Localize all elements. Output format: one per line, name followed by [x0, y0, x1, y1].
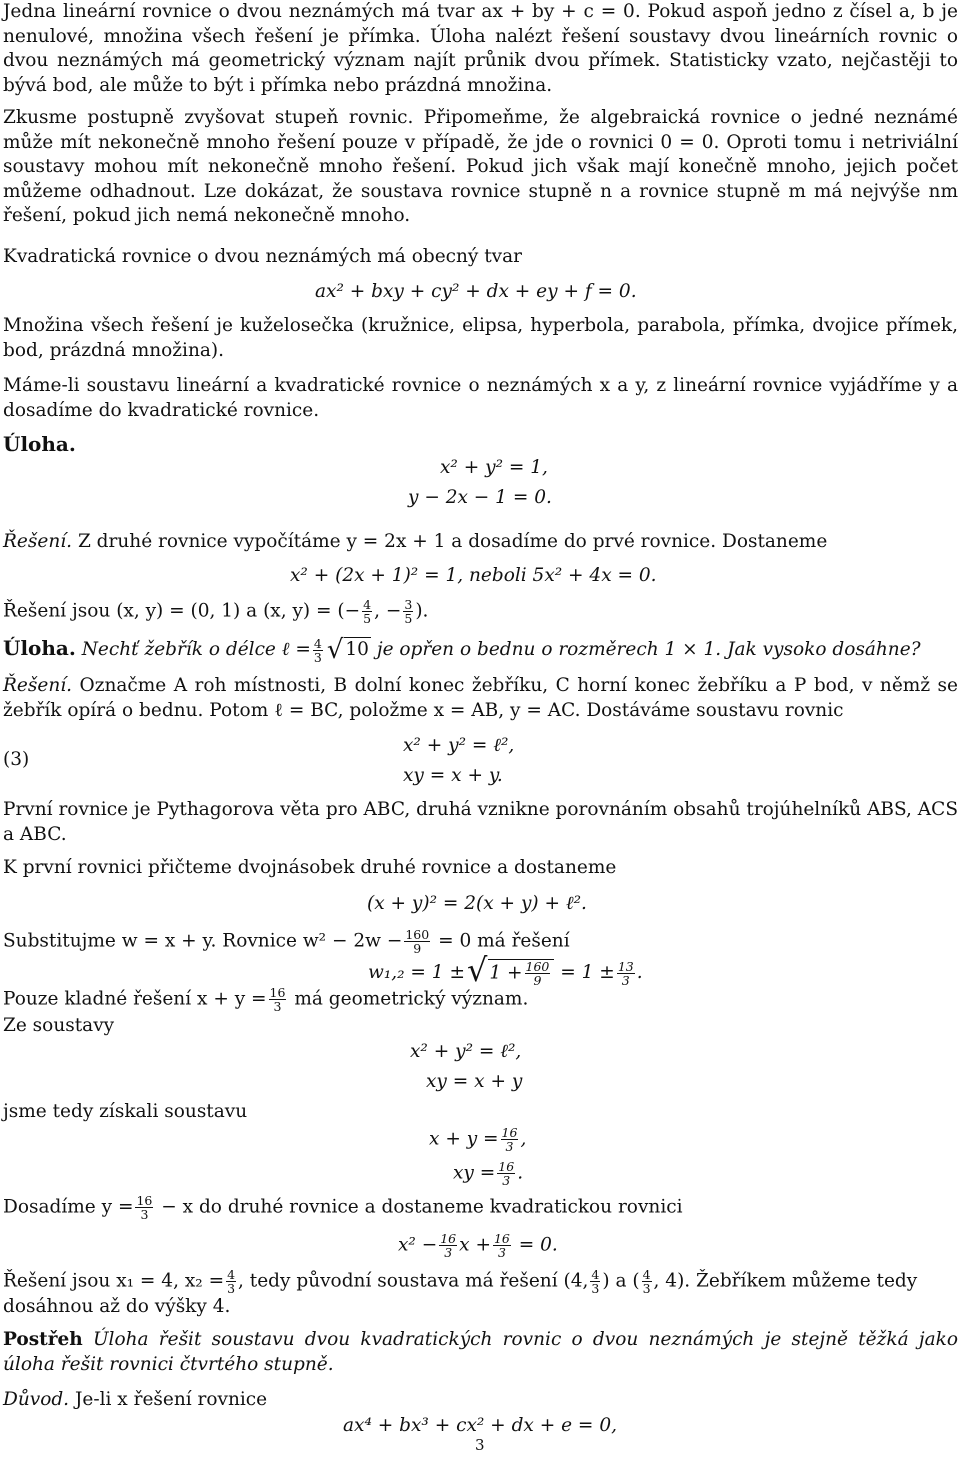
task-2-label: Úloha.: [3, 636, 76, 660]
paragraph-linear-equation: Jedna lineární rovnice o dvou neznámých má tvar ax + by + c = 0. Pokud aspoň jedno z čísel a, b je nenulové, množina všech řešení je přímka. Úloha nalézt řešení soustavy dvou lineárních rovnic o dvou neznámých má geometrický význam najít průnik dvou přímek. Statisticky vzato, nejčastěji to bývá bod, ale může to být i přímka nebo prázdná množina.: [3, 1, 958, 96]
paragraph-quadratic-intro: Kvadratická rovnice o dvou neznámých má obecný tvar: [3, 246, 523, 267]
task-2-text: je opřen o bednu o rozměrech 1 × 1. Jak vysoko dosáhne?: [376, 639, 921, 660]
paragraph-result: Řešení jsou x₁ = 4, x₂ = $\frac{4}{3}$ , tedy původní soustava má řešení (4, $\frac{4}{3}$ ) a ( $\frac{4}{3}$ , 4). Žebříkem můžeme tedy dosáhnou až do výšky 4.: [3, 1267, 918, 1317]
result-text: Řešení jsou (x, y) = (0, 1) a (x, y) = (−: [3, 600, 361, 622]
system-equation-1: x² + y² = ℓ²,: [403, 735, 515, 756]
paragraph-pythagoras: První rovnice je Pythagorova věta pro ABC, druhá vznikne porovnáním obsahů trojúhelníků ABS, ACS a ABC.: [3, 799, 958, 845]
task-1-equation-1: x² + y² = 1,: [440, 457, 548, 478]
fraction: $\frac{16}{3}$: [269, 985, 286, 1014]
paragraph-add: K první rovnici přičteme dvojnásobek druhé rovnice a dostaneme: [3, 857, 617, 878]
text: = 0 má řešení: [438, 930, 570, 952]
text: Pouze kladné řešení x + y =: [3, 988, 267, 1010]
page-number: 3: [475, 1436, 485, 1454]
equation-number: (3): [3, 749, 30, 770]
paragraph-got-system: jsme tedy získali soustavu: [3, 1101, 248, 1122]
sqrt-symbol: √: [326, 635, 344, 665]
proof-label: Důvod.: [3, 1389, 70, 1410]
system2-equation-2: xy = x + y: [426, 1071, 523, 1092]
remark: [3, 1328, 958, 1377]
task-1-label: Úloha.: [3, 432, 76, 456]
equation-quartic: ax⁴ + bx³ + cx² + dx + e = 0,: [343, 1415, 617, 1436]
paragraph-substitute-2: Dosadíme y = $\frac{16}{3}$ − x do druhé rovnice a dostaneme kvadratickou rovnici: [3, 1193, 683, 1222]
system3-equation-2: xy = $\frac{16}{3}$ .: [453, 1159, 524, 1188]
sqrt-argument: 10: [345, 639, 369, 660]
equation-quadratic: x² − $\frac{16}{3}$ x + $\frac{16}{3}$ = 0.: [398, 1231, 558, 1260]
fraction: $\frac{160}{9}$: [405, 927, 430, 956]
system2-equation-1: x² + y² = ℓ²,: [410, 1041, 522, 1062]
task-1-equation-2: y − 2x − 1 = 0.: [408, 487, 552, 508]
proof-text: Je-li x řešení rovnice: [74, 1389, 268, 1410]
solution-label: Řešení.: [3, 531, 73, 552]
paragraph-conic: Množina všech řešení je kuželosečka (kružnice, elipsa, hyperbola, parabola, přímka, dvojice přímek, bod, prázdná množina).: [3, 315, 958, 361]
paragraph-degree: Zkusme postupně zvyšovat stupeň rovnic. Připomeňme, že algebraická rovnice o jedné neznámé může mít nekonečně mnoho řešení pouze v případě, že jde o rovnici 0 = 0. Oproti tomu i netriviální soustavy mohou mít nekonečně mnoho řešení. Pokud jich však mají konečně mnoho, jejich počet můžeme odhadnout. Lze dokázat, že soustava rovnice stupně n a rovnice stupně m má nejvýše nm řešení, pokud jich nemá nekonečně mnoho.: [3, 107, 958, 226]
task-1-solution: [3, 530, 827, 554]
fraction: $\frac{4}{5}$: [363, 597, 372, 626]
remark-text: Úloha řešit soustavu dvou kvadratických rovnic o dvou neznámých je stejně těžká jako úloha řešit rovnici čtvrtého stupně.: [3, 1329, 958, 1375]
task-2-solution: [3, 674, 958, 723]
fraction: $\frac{4}{3}$: [313, 635, 322, 665]
paragraph-from-system: Ze soustavy: [3, 1015, 115, 1036]
equation-sum: (x + y)² = 2(x + y) + ℓ².: [367, 893, 587, 914]
equation-w-roots: w₁,₂ = 1 ±√ 1 + $\frac{160}{9}$ = 1 ± $\frac{13}{3}$ .: [368, 951, 643, 989]
remark-label: Postřeh: [3, 1329, 83, 1350]
task-1-result: [3, 598, 428, 625]
paragraph-substitution: Máme-li soustavu lineární a kvadratické rovnice o neznámých x a y, z lineární rovnice vyjádříme y a dosadíme do kvadratické rovnice.: [3, 375, 958, 421]
solution-label: Řešení.: [3, 675, 73, 696]
paragraph-positive: [3, 986, 528, 1013]
equation-general-conic: ax² + bxy + cy² + dx + ey + f = 0.: [315, 281, 637, 302]
fraction: $\frac{3}{5}$: [404, 597, 413, 626]
result-text: ).: [415, 600, 429, 622]
sqrt-symbol: √: [466, 951, 488, 989]
solution-text: Z druhé rovnice vypočítáme y = 2x + 1 a dosadíme do prvé rovnice. Dostaneme: [77, 531, 828, 552]
text: má geometrický význam.: [294, 988, 529, 1010]
task-2-text: Nechť žebřík o délce ℓ =: [81, 639, 311, 660]
solution-text: Označme A roh místnosti, B dolní konec žebříku, C horní konec žebříku a P bod, v němž se žebřík opírá o bednu. Potom ℓ = BC, položme x = AB, y = AC. Dostáváme soustavu rovnic: [3, 675, 958, 721]
sqrt-argument: 1 + $\frac{160}{9}$: [488, 959, 554, 987]
proof: [3, 1388, 267, 1412]
task-2-statement: [3, 636, 921, 664]
result-text: , −: [374, 600, 402, 622]
task-1-equation-3: x² + (2x + 1)² = 1, neboli 5x² + 4x = 0.: [290, 565, 657, 586]
system3-equation-1: x + y = $\frac{16}{3}$ ,: [429, 1125, 527, 1154]
system-equation-2: xy = x + y.: [403, 765, 503, 786]
text: Substitujme w = x + y. Rovnice w² − 2w −: [3, 930, 403, 952]
